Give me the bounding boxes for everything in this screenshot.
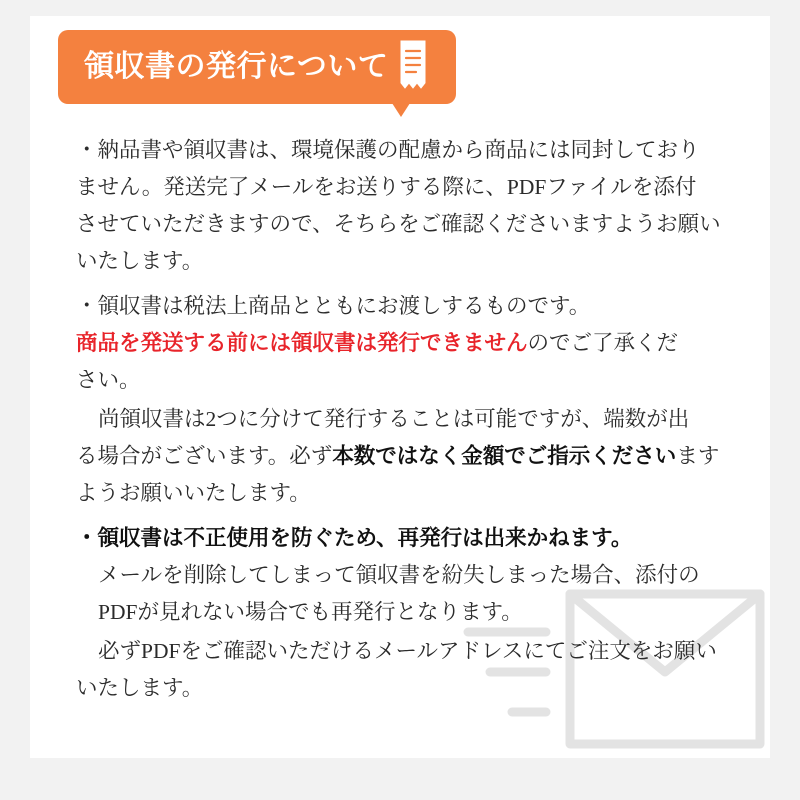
p3-line-2 [76,438,744,475]
title-banner [58,30,456,104]
body-text [76,132,744,715]
p3-emphasis: 本数ではなく金額でご指示ください [332,443,677,468]
receipt-icon [396,39,430,91]
paragraph-2 [76,288,744,399]
p1-line-4: いたします。 [76,248,204,273]
p2-line-1: ・領収書は税法上商品とともにお渡しするものです。 [76,293,591,318]
p1-line-3: させていただきますので、そちらをご確認くださいますようお願い [76,211,721,236]
p1-line-1: ・納品書や領収書は、環境保護の配慮から商品には同封しており [76,138,700,162]
warning-text: 商品を発送する前には領収書は発行できません [76,330,528,355]
page-title: 領収書の発行について [84,49,389,83]
p5-line-2: いたします。 [76,675,204,700]
p2-line-3: さい。 [76,367,141,392]
paragraph-1 [76,132,744,280]
p5-line-1: 必ずPDFをご確認いただけるメールアドレスにてご注文をお願い [98,638,717,663]
p2-line-2-tail: のでご了承くだ [527,330,679,355]
p3-line-2-tail: ます [676,443,720,468]
p1-line-2: ません。発送完了メールをお送りする際に、PDFファイルを添付 [76,174,697,199]
content-card [30,16,770,758]
banner-tail [390,100,412,117]
p3-line-1: 尚領収書は2つに分けて発行することは可能ですが、端数が出 [98,406,690,431]
p4-line-2: PDFが見れない場合でも再発行となります。 [98,599,523,624]
p4-heading: ・領収書は不正使用を防ぐため、再発行は出来かねます。 [76,525,633,550]
p4-line-1: メールを削除してしまって領収書を紛失しまった場合、添付の [98,562,700,587]
p2-line-2 [76,325,744,362]
p3-line-3: ようお願いいたします。 [76,480,311,505]
paragraph-5 [76,633,744,707]
paragraph-3 [76,401,744,512]
p3-line-2-head: る場合がございます。必ず [76,443,333,468]
paragraph-4 [76,520,744,631]
